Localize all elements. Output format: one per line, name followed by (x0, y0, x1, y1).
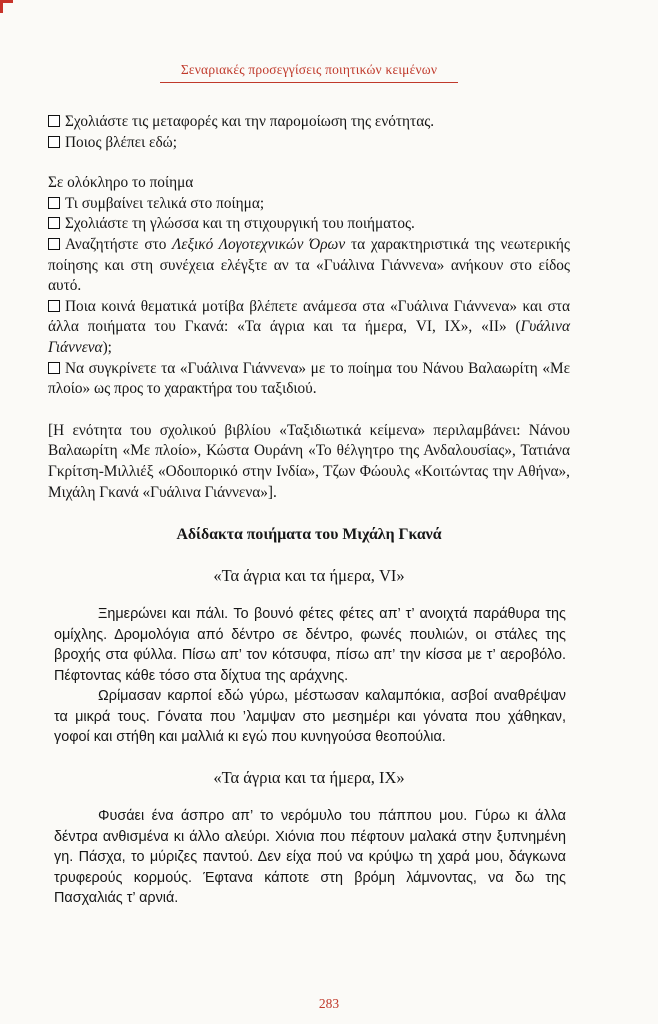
question-text: Σχολιάστε τις μεταφορές και την παρομοίωση της ενότητας. (65, 113, 435, 130)
question-item (48, 297, 570, 359)
page-content (48, 112, 570, 909)
question-text: τα χαρακτηριστικά της νεωτερικής ποίησης και στη συνέχεια ελέγξτε αν τα «Γυάλινα Γιάννενα» ανήκουν στο είδος αυτό. (48, 235, 570, 295)
section-heading: Αδίδακτα ποιήματα του Μιχάλη Γκανά (176, 526, 442, 544)
question-text: Σχολιάστε τη γλώσσα και τη στιχουργική του ποιήματος. (65, 215, 415, 233)
poem-paragraph: Ωρίμασαν καρποί εδώ γύρω, μέστωσαν καλαμπόκια, ασβοί αναθρέψαν τα μικρά τους. Γόνατα που ’λαμψαν στο μεσημέρι και γόνατα που χάθηκαν, γοφοί και στήθη και μαλλιά κι εγώ που κυνηγούσα θεοπούλια. (54, 688, 566, 746)
corner-crop-mark (0, 0, 13, 13)
collection-title: Γυάλινα Γιάννενα (48, 318, 570, 356)
poem-title: «Τα άγρια και τα ήμερα, VI» (213, 565, 405, 585)
question-item (48, 359, 570, 400)
poem-body (48, 604, 570, 748)
page-number: 283 (318, 996, 340, 1011)
checkbox-icon (48, 362, 60, 374)
question-text: Αναζητήστε στο (65, 235, 173, 253)
question-text: Ποιος βλέπει εδώ; (65, 133, 178, 151)
checkbox-icon (48, 197, 60, 209)
whole-poem-label: Σε ολόκληρο το ποίημα (48, 174, 194, 192)
question-text: Τι συμβαίνει τελικά στο ποίημα; (65, 194, 265, 212)
question-item (48, 214, 570, 235)
spacer (48, 153, 570, 173)
checkbox-icon (48, 136, 60, 148)
running-head: Σεναριακές προσεγγίσεις ποιητικών κειμένων (160, 62, 458, 83)
checkbox-icon (48, 217, 60, 229)
poem-title: «Τα άγρια και τα ήμερα, IX» (213, 767, 405, 787)
spacer (48, 400, 570, 421)
checkbox-icon (48, 300, 60, 312)
poem-body (48, 806, 570, 909)
question-item (48, 235, 570, 297)
question-text: ); (102, 338, 112, 356)
poem-paragraph: Φυσάει ένα άσπρο απ’ το νερόμυλο του πάππου μου. Γύρω κι άλλα δέντρα ανθισμένα κι άλλο αλεύρι. Χιόνια που πέφτουν μαλακά στην ξυπνημένη γη. Πάσχα, το μύριζες παντού. Δεν είχα πού να κρύψω τη χαρά μου, δάγκωνα τρυφερούς κορμούς. Έφτανα κάποτε στη βρόμη λάμνοντας, να δω της Πασχαλιάς τ’ αρνιά. (54, 808, 566, 907)
dictionary-title: Λεξικό Λογοτεχνικών Όρων (172, 235, 346, 253)
question-text: Ποια κοινά θεματικά μοτίβα βλέπετε ανάμεσα στα «Γυάλινα Γιάννενα» και στα άλλα ποιήματα του Γκανά: «Τα άγρια και τα ήμερα, VI, IX», «ΙΙ» ( (48, 297, 570, 336)
question-item (48, 112, 570, 133)
checkbox-icon (48, 238, 60, 250)
question-item (48, 133, 570, 154)
question-text: Να συγκρίνετε τα «Γυάλινα Γιάννενα» με το ποίημα του Νάνου Βαλαωρίτη «Με πλοίο» ως προς το χαρακτήρα του ταξιδιού. (48, 359, 570, 398)
unit-note: [Η ενότητα του σχολικού βιβλίου «Ταξιδιωτικά κείμενα» περιλαμβάνει: Νάνου Βαλαωρίτη «Με πλοίο», Κώστα Ουράνη «Το θέλγητρο της Ανδαλουσίας», Τατιάνα Γκρίτση-Μιλλιέξ «Οδοιπορικό στην Ινδία», Τζων Φώουλς «Κοιτώντας την Αθήνα», Μιχάλη Γκανά «Γυάλινα Γιάννενα»]. (48, 421, 570, 501)
question-item (48, 194, 570, 215)
checkbox-icon (48, 115, 60, 127)
poem-paragraph: Ξημερώνει και πάλι. Το βουνό φέτες φέτες απ’ τ’ ανοιχτά παράθυρα της ομίχλης. Δρομολόγια από δέντρο σε δέντρο, φωνές πουλιών, οι στάλες της βροχής στα φύλλα. Πίσω απ’ τον κότσυφα, πίσω απ’ την κίσσα με τ’ αεροβόλο. Πέφτοντας κάθε τόσο στα δίχτυα της αράχνης. (54, 606, 566, 684)
